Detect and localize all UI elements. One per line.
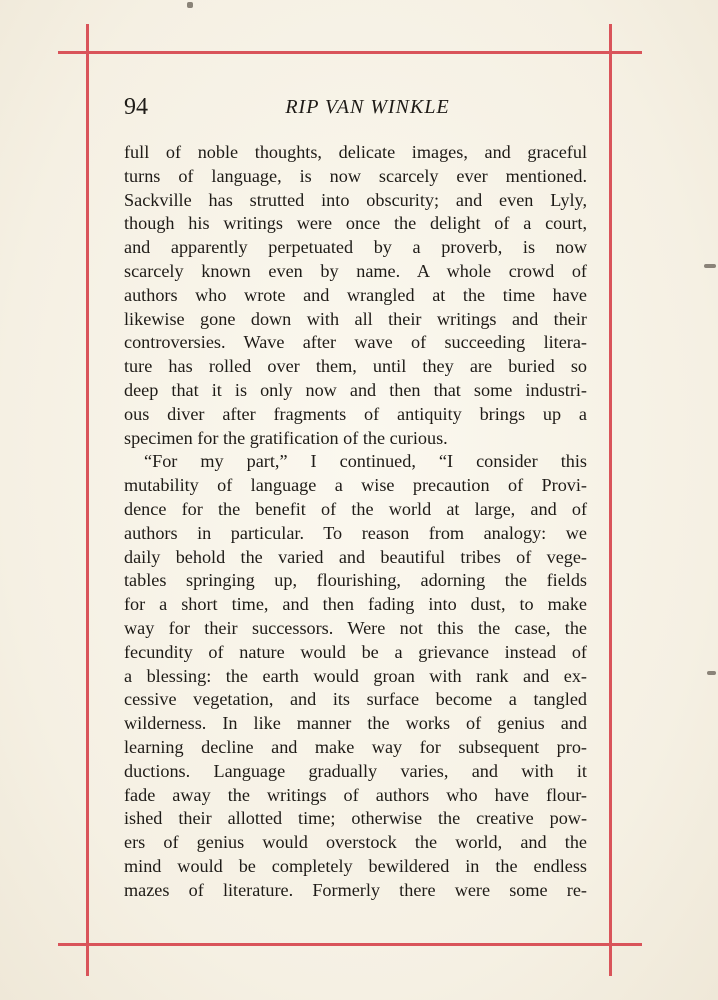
text-line: wilderness. In like manner the works of genius and — [124, 713, 587, 734]
running-title: RIP VAN WINKLE — [285, 96, 450, 118]
text-line: Sackville has strutted into obscurity; and even Lyly, — [124, 189, 587, 210]
border-rule-bottom — [58, 943, 642, 946]
text-line: dence for the benefit of the world at large, and of — [124, 498, 587, 519]
text-line: mutability of language a wise precaution of Provi- — [124, 475, 587, 496]
body-text — [124, 141, 587, 903]
paper-speck — [187, 2, 193, 8]
text-line: full of noble thoughts, delicate images, and graceful — [124, 142, 587, 162]
border-rule-right — [609, 24, 612, 976]
border-rule-top — [58, 51, 642, 54]
text-line: ductions. Language gradually varies, and with it — [124, 760, 587, 781]
text-line: though his writings were once the delight of a court, — [124, 213, 587, 234]
paper-speck — [707, 671, 716, 675]
text-line: learning decline and make way for subsequent pro- — [124, 736, 587, 757]
text-line: a blessing: the earth would groan with rank and ex- — [124, 665, 587, 686]
text-line: cessive vegetation, and its surface become a tangled — [124, 689, 587, 710]
text-line: daily behold the varied and beautiful tribes of vege- — [124, 546, 587, 567]
text-line: way for their successors. Were not this the case, the — [124, 617, 587, 638]
text-line: and apparently perpetuated by a proverb, is now — [124, 237, 587, 258]
border-rule-left — [86, 24, 89, 976]
text-line: mazes of literature. Formerly there were some re- — [124, 879, 587, 900]
text-line: ers of genius would overstock the world, and the — [124, 832, 587, 853]
text-line: fade away the writings of authors who have flour- — [124, 784, 587, 805]
text-line: fecundity of nature would be a grievance instead of — [124, 641, 587, 662]
text-line: controversies. Wave after wave of succeeding litera- — [124, 332, 587, 353]
page-number: 94 — [124, 94, 148, 120]
text-line: authors in particular. To reason from analogy: we — [124, 522, 587, 543]
page-header — [124, 92, 587, 122]
text-line: “For my part,” I continued, “I consider this — [144, 451, 587, 472]
text-line: authors who wrote and wrangled at the time have — [124, 284, 587, 305]
text-line: deep that it is only now and then that some industri- — [124, 379, 587, 400]
text-line: specimen for the gratification of the curious. — [124, 427, 448, 448]
text-line: ture has rolled over them, until they are buried so — [124, 356, 587, 377]
text-line: tables springing up, flourishing, adorning the fields — [124, 570, 587, 591]
text-line: likewise gone down with all their writings and their — [124, 308, 587, 329]
text-line: turns of language, is now scarcely ever mentioned. — [124, 165, 587, 186]
text-line: scarcely known even by name. A whole crowd of — [124, 260, 587, 281]
paper-speck — [704, 264, 716, 268]
text-line: ous diver after fragments of antiquity brings up a — [124, 403, 587, 424]
text-line: ished their allotted time; otherwise the creative pow- — [124, 808, 587, 829]
text-line: mind would be completely bewildered in the endless — [124, 855, 587, 876]
text-line: for a short time, and then fading into dust, to make — [124, 594, 587, 615]
